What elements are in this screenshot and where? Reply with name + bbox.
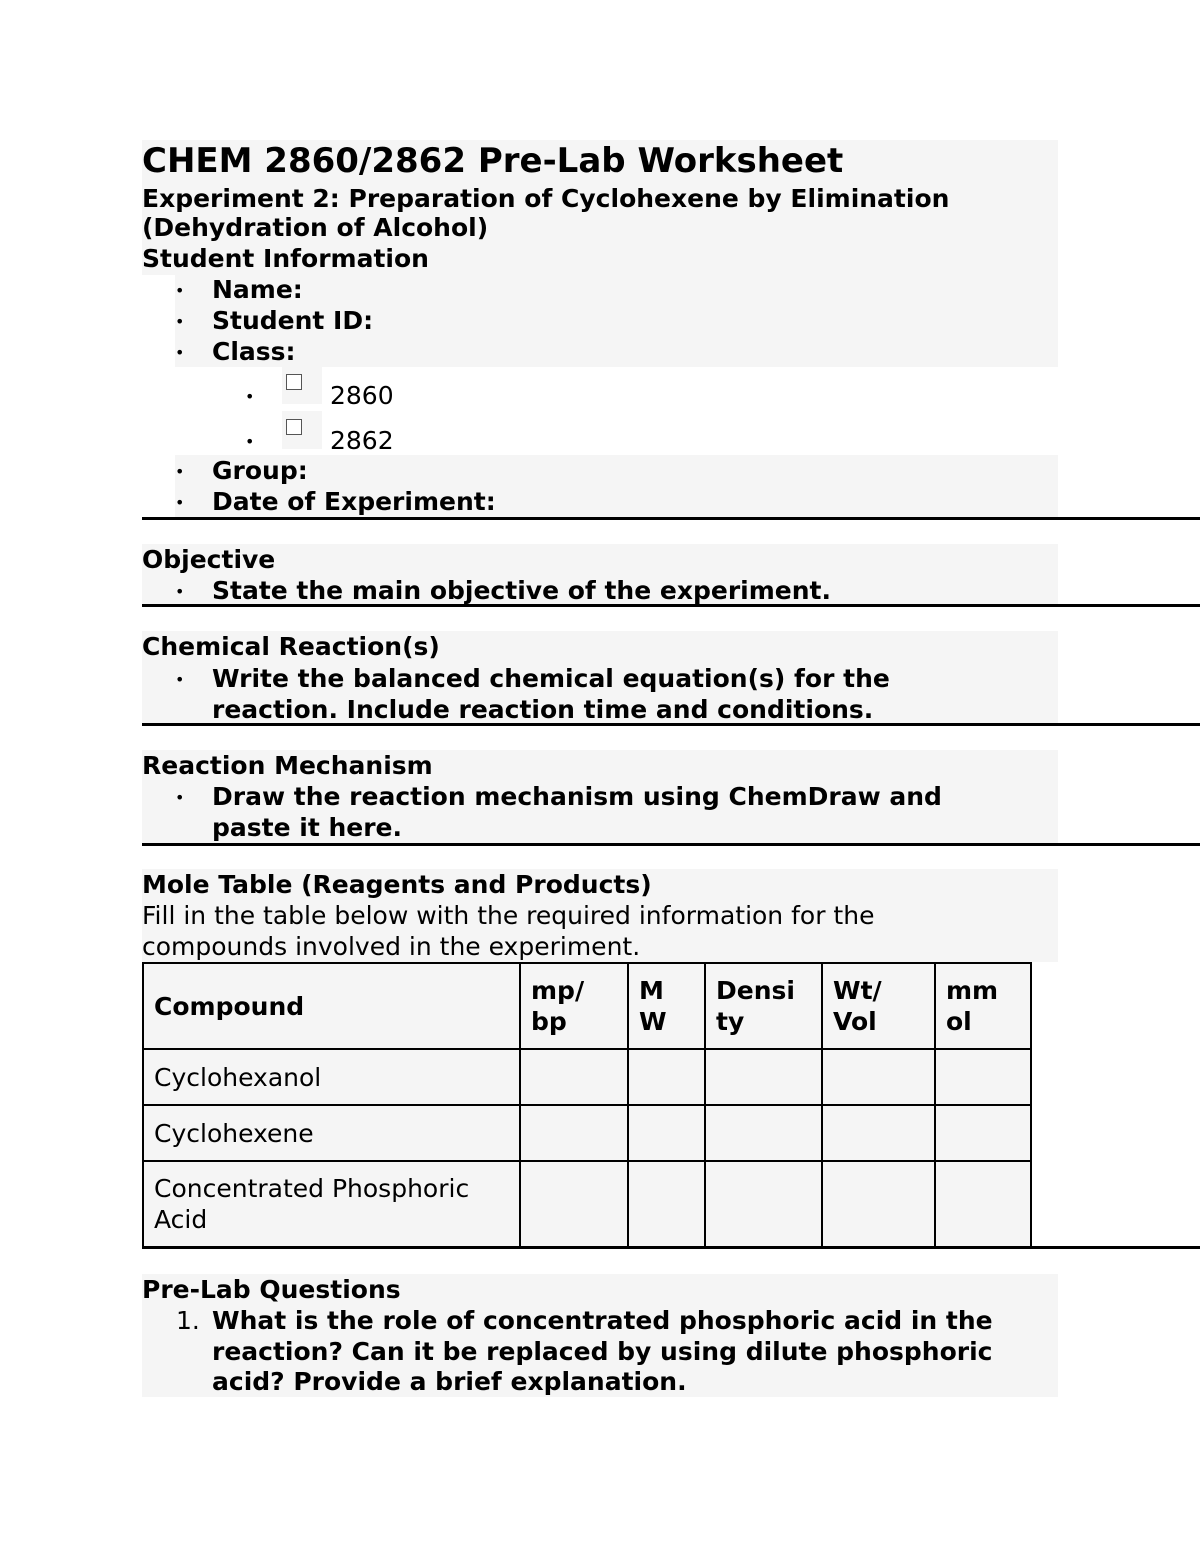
mw-input-cell[interactable]: [628, 1105, 705, 1161]
class-option-2862: 2862: [330, 426, 394, 455]
student-id-label: Student ID:: [212, 306, 374, 335]
divider: [142, 604, 1200, 607]
divider: [142, 723, 1200, 726]
date-label: Date of Experiment:: [212, 487, 496, 516]
experiment-title-line1: Experiment 2: Preparation of Cyclohexene by Elimination: [142, 184, 950, 213]
bullet-icon: •: [175, 493, 185, 512]
class-2862-checkbox-wrap[interactable]: [282, 411, 322, 449]
mechanism-item-line1: Draw the reaction mechanism using ChemDraw and: [212, 782, 942, 811]
question-1-line3: acid? Provide a brief explanation.: [212, 1367, 687, 1396]
class-2860-checkbox-wrap[interactable]: [282, 366, 322, 404]
bullet-icon: •: [175, 462, 185, 481]
class-2860-checkbox[interactable]: [286, 374, 302, 390]
mmol-input-cell[interactable]: [935, 1049, 1031, 1105]
table-row: [143, 1049, 1031, 1105]
wt-vol-input-cell[interactable]: [822, 1161, 935, 1247]
mole-table-heading: Mole Table (Reagents and Products): [142, 870, 652, 899]
col-header-wt-vol: Wt/ Vol: [822, 963, 935, 1049]
page-title: CHEM 2860/2862 Pre-Lab Worksheet: [142, 141, 844, 181]
compound-cell: Cyclohexene: [143, 1105, 520, 1161]
col-header-mw: M W: [628, 963, 705, 1049]
objective-item: State the main objective of the experiment.: [212, 576, 831, 605]
divider: [142, 1246, 1200, 1249]
table-row: [143, 1105, 1031, 1161]
mechanism-heading: Reaction Mechanism: [142, 751, 433, 780]
name-label: Name:: [212, 275, 303, 304]
mp-bp-input-cell[interactable]: [520, 1105, 628, 1161]
bullet-icon: •: [175, 670, 185, 689]
class-label: Class:: [212, 337, 296, 366]
experiment-title-line2: (Dehydration of Alcohol): [142, 213, 489, 242]
col-header-density: Densi ty: [705, 963, 822, 1049]
mp-bp-input-cell[interactable]: [520, 1049, 628, 1105]
mole-table-desc-line1: Fill in the table below with the required information for the: [142, 901, 875, 930]
reaction-heading: Chemical Reaction(s): [142, 632, 440, 661]
mole-table-desc-line2: compounds involved in the experiment.: [142, 932, 641, 961]
mechanism-item-line2: paste it here.: [212, 813, 403, 842]
density-input-cell[interactable]: [705, 1105, 822, 1161]
class-option-2860: 2860: [330, 381, 394, 410]
group-label: Group:: [212, 456, 308, 485]
class-2862-checkbox[interactable]: [286, 419, 302, 435]
bullet-icon: •: [175, 281, 185, 300]
bullet-icon: •: [175, 788, 185, 807]
divider: [142, 517, 1200, 520]
col-header-mmol: mm ol: [935, 963, 1031, 1049]
wt-vol-input-cell[interactable]: [822, 1049, 935, 1105]
wt-vol-input-cell[interactable]: [822, 1105, 935, 1161]
reaction-item-line2: reaction. Include reaction time and conditions.: [212, 695, 874, 724]
density-input-cell[interactable]: [705, 1161, 822, 1247]
bullet-icon: •: [245, 387, 255, 406]
bullet-icon: •: [175, 312, 185, 331]
col-header-mp-bp: mp/ bp: [520, 963, 628, 1049]
mw-input-cell[interactable]: [628, 1161, 705, 1247]
question-1-line2: reaction? Can it be replaced by using dilute phosphoric: [212, 1337, 993, 1366]
divider: [142, 843, 1200, 846]
mmol-input-cell[interactable]: [935, 1105, 1031, 1161]
density-input-cell[interactable]: [705, 1049, 822, 1105]
question-number: 1.: [176, 1306, 200, 1335]
mp-bp-input-cell[interactable]: [520, 1161, 628, 1247]
objective-heading: Objective: [142, 545, 276, 574]
bullet-icon: •: [245, 432, 255, 451]
table-row: [143, 1161, 1031, 1247]
compound-cell: Concentrated Phosphoric Acid: [143, 1161, 520, 1247]
mw-input-cell[interactable]: [628, 1049, 705, 1105]
mmol-input-cell[interactable]: [935, 1161, 1031, 1247]
prelab-heading: Pre-Lab Questions: [142, 1275, 401, 1304]
reaction-item-line1: Write the balanced chemical equation(s) for the: [212, 664, 890, 693]
bullet-icon: •: [175, 343, 185, 362]
student-info-heading: Student Information: [142, 244, 429, 273]
compound-cell: Cyclohexanol: [143, 1049, 520, 1105]
question-1-line1: What is the role of concentrated phosphoric acid in the: [212, 1306, 993, 1335]
bullet-icon: •: [175, 582, 185, 601]
table-header-row: [143, 963, 1031, 1049]
mole-table: [142, 962, 1032, 1248]
col-header-compound: Compound: [143, 963, 520, 1049]
